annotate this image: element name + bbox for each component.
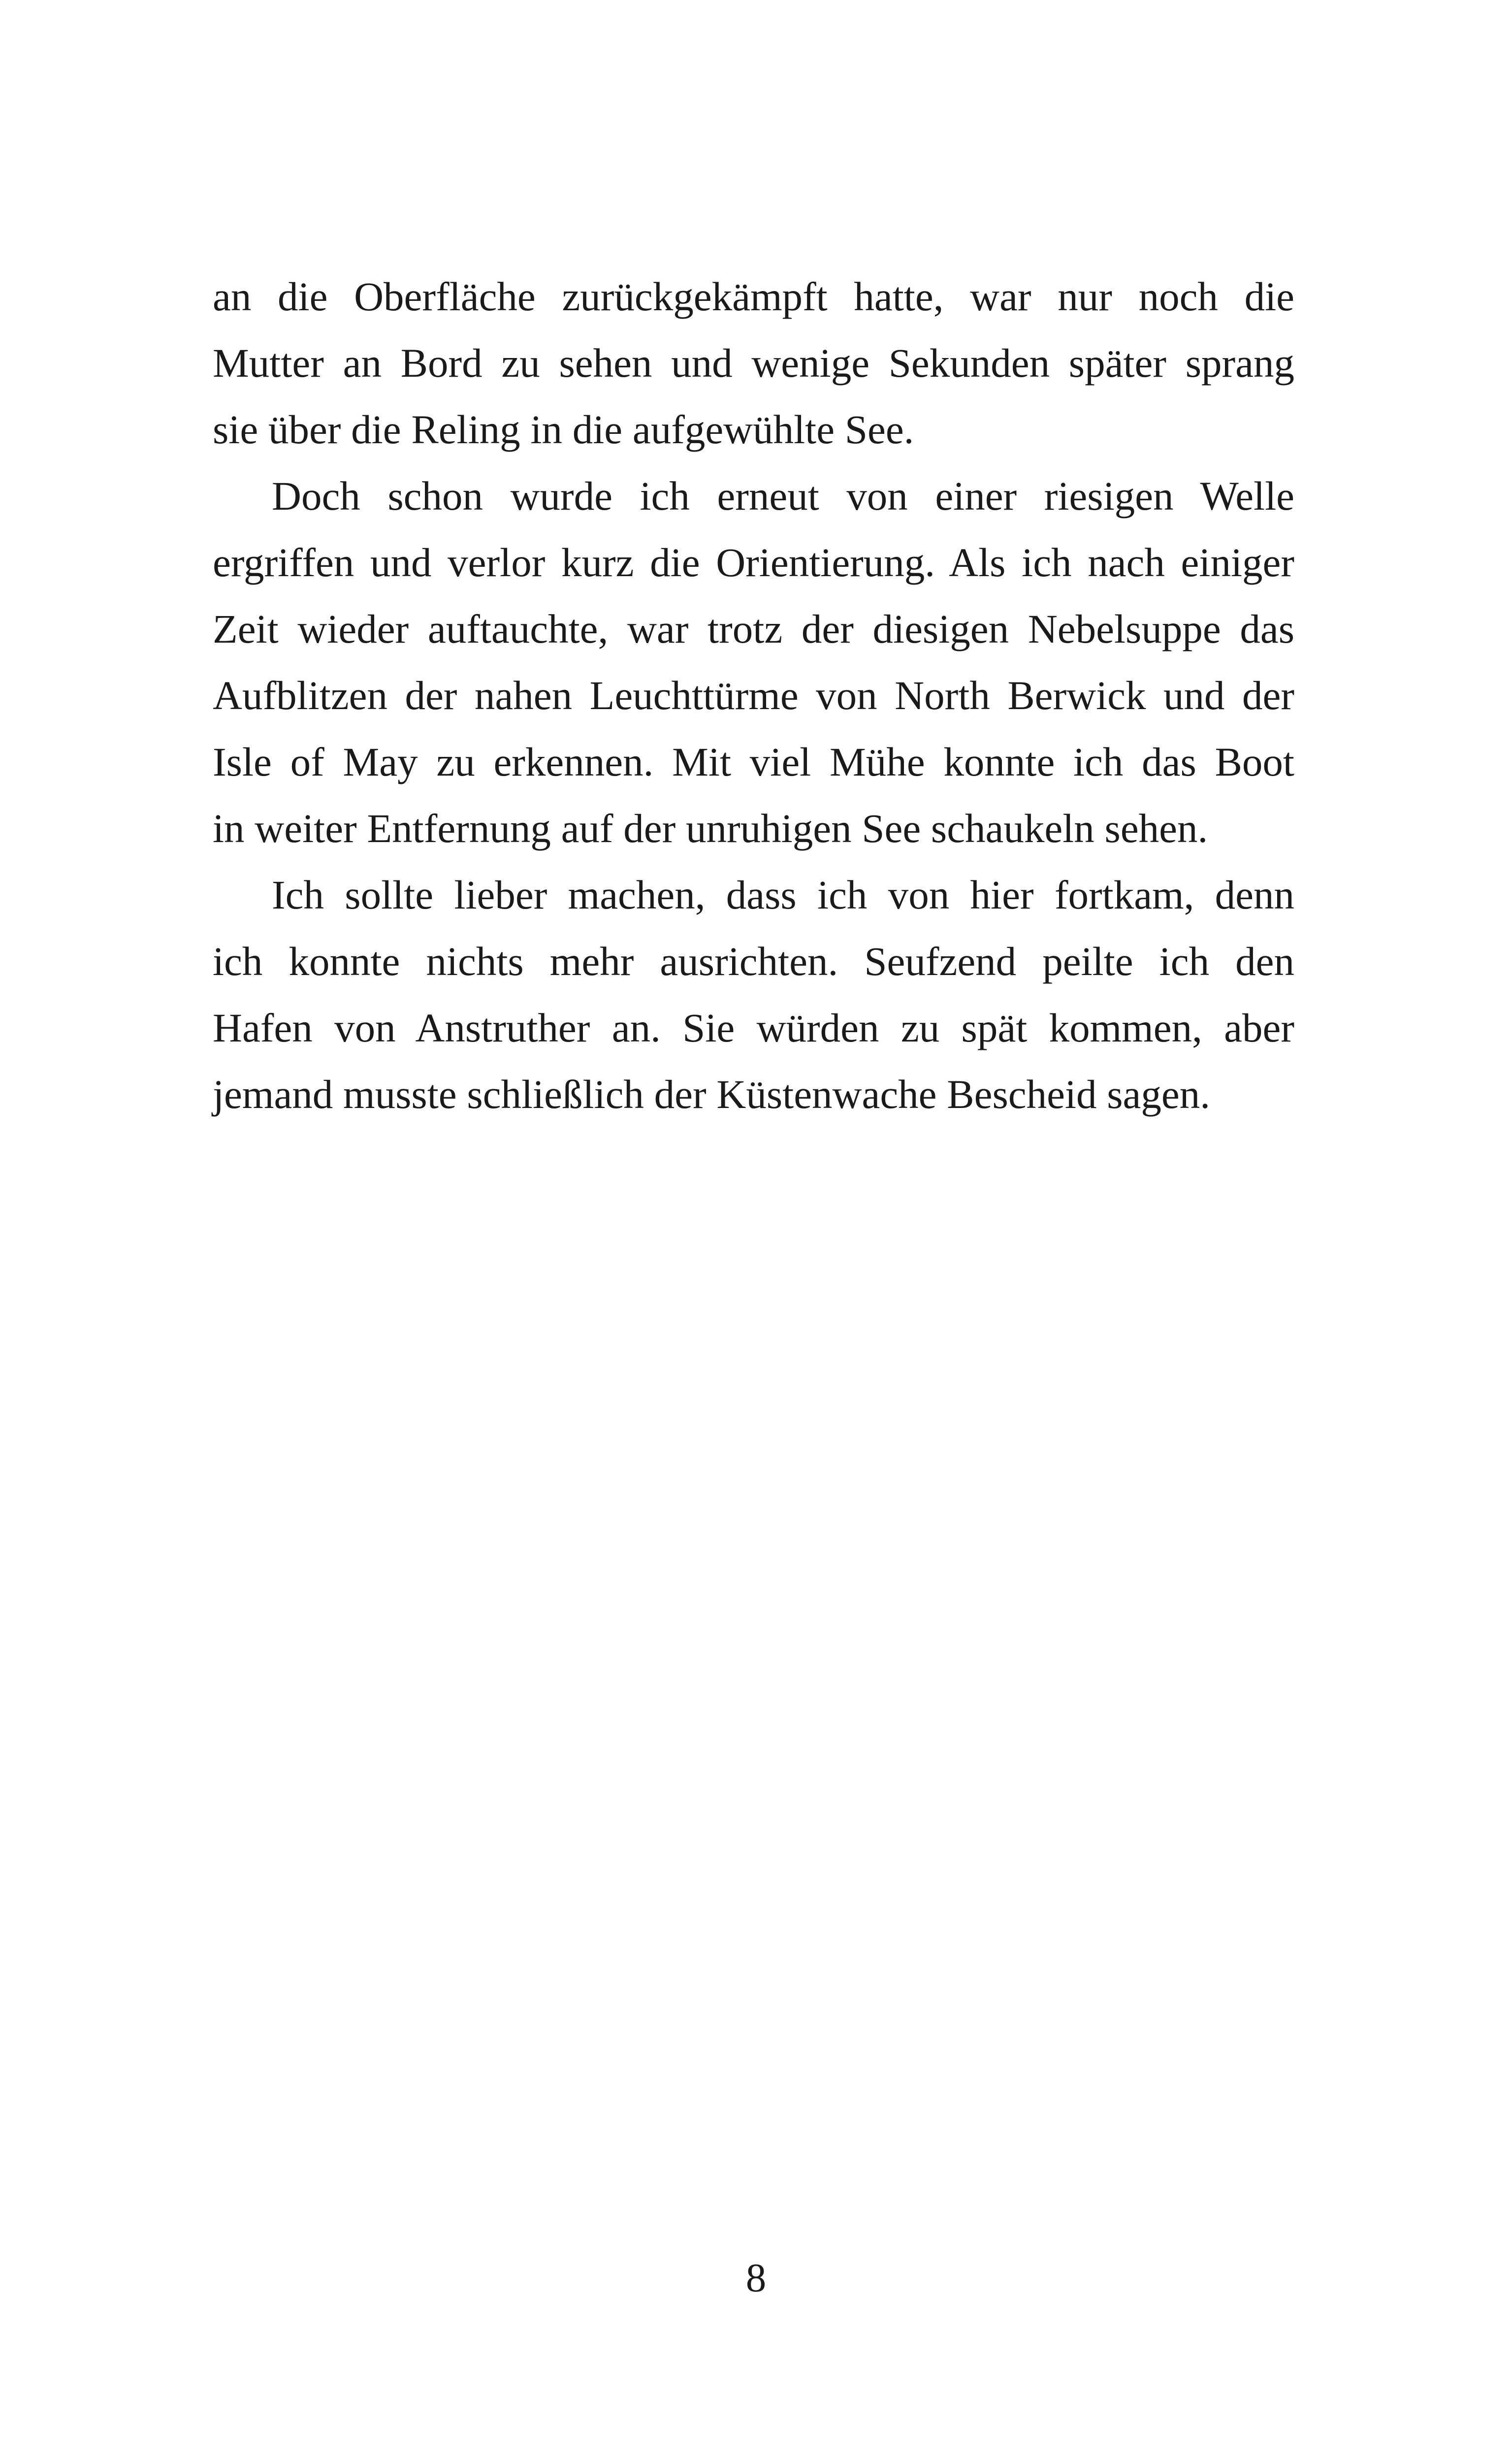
text-line: jemand musste schließlich der Küstenwache Bescheid sagen. (213, 1072, 1210, 1117)
text-line: ergriffen und verlor kurz die Orientierung. Als ich nach einiger (213, 540, 1294, 585)
text-line: Doch schon wurde ich erneut von einer riesigen Welle (272, 473, 1294, 519)
page-number: 8 (745, 2255, 767, 2300)
text-line: ich konnte nichts mehr ausrichten. Seufzend peilte ich den (213, 939, 1294, 984)
text-line: Mutter an Bord zu sehen und wenige Sekunden später sprang (213, 340, 1294, 386)
text-line: sie über die Reling in die aufgewühlte See. (213, 407, 914, 452)
text-line: Ich sollte lieber machen, dass ich von hier fortkam, denn (272, 872, 1294, 917)
paragraph (213, 263, 1294, 463)
text-line: in weiter Entfernung auf der unruhigen See schaukeln sehen. (213, 806, 1208, 851)
text-line: Zeit wieder auftauchte, war trotz der diesigen Nebelsuppe das (213, 606, 1294, 651)
paragraph (213, 862, 1294, 1128)
paragraph (213, 463, 1294, 862)
text-line: an die Oberfläche zurückgekämpft hatte, war nur noch die (213, 274, 1294, 319)
body-text (213, 263, 1294, 1128)
text-line: Hafen von Anstruther an. Sie würden zu spät kommen, aber (213, 1005, 1294, 1050)
text-line: Isle of May zu erkennen. Mit viel Mühe konnte ich das Boot (213, 739, 1294, 784)
text-line: Aufblitzen der nahen Leuchttürme von North Berwick und der (213, 673, 1294, 718)
